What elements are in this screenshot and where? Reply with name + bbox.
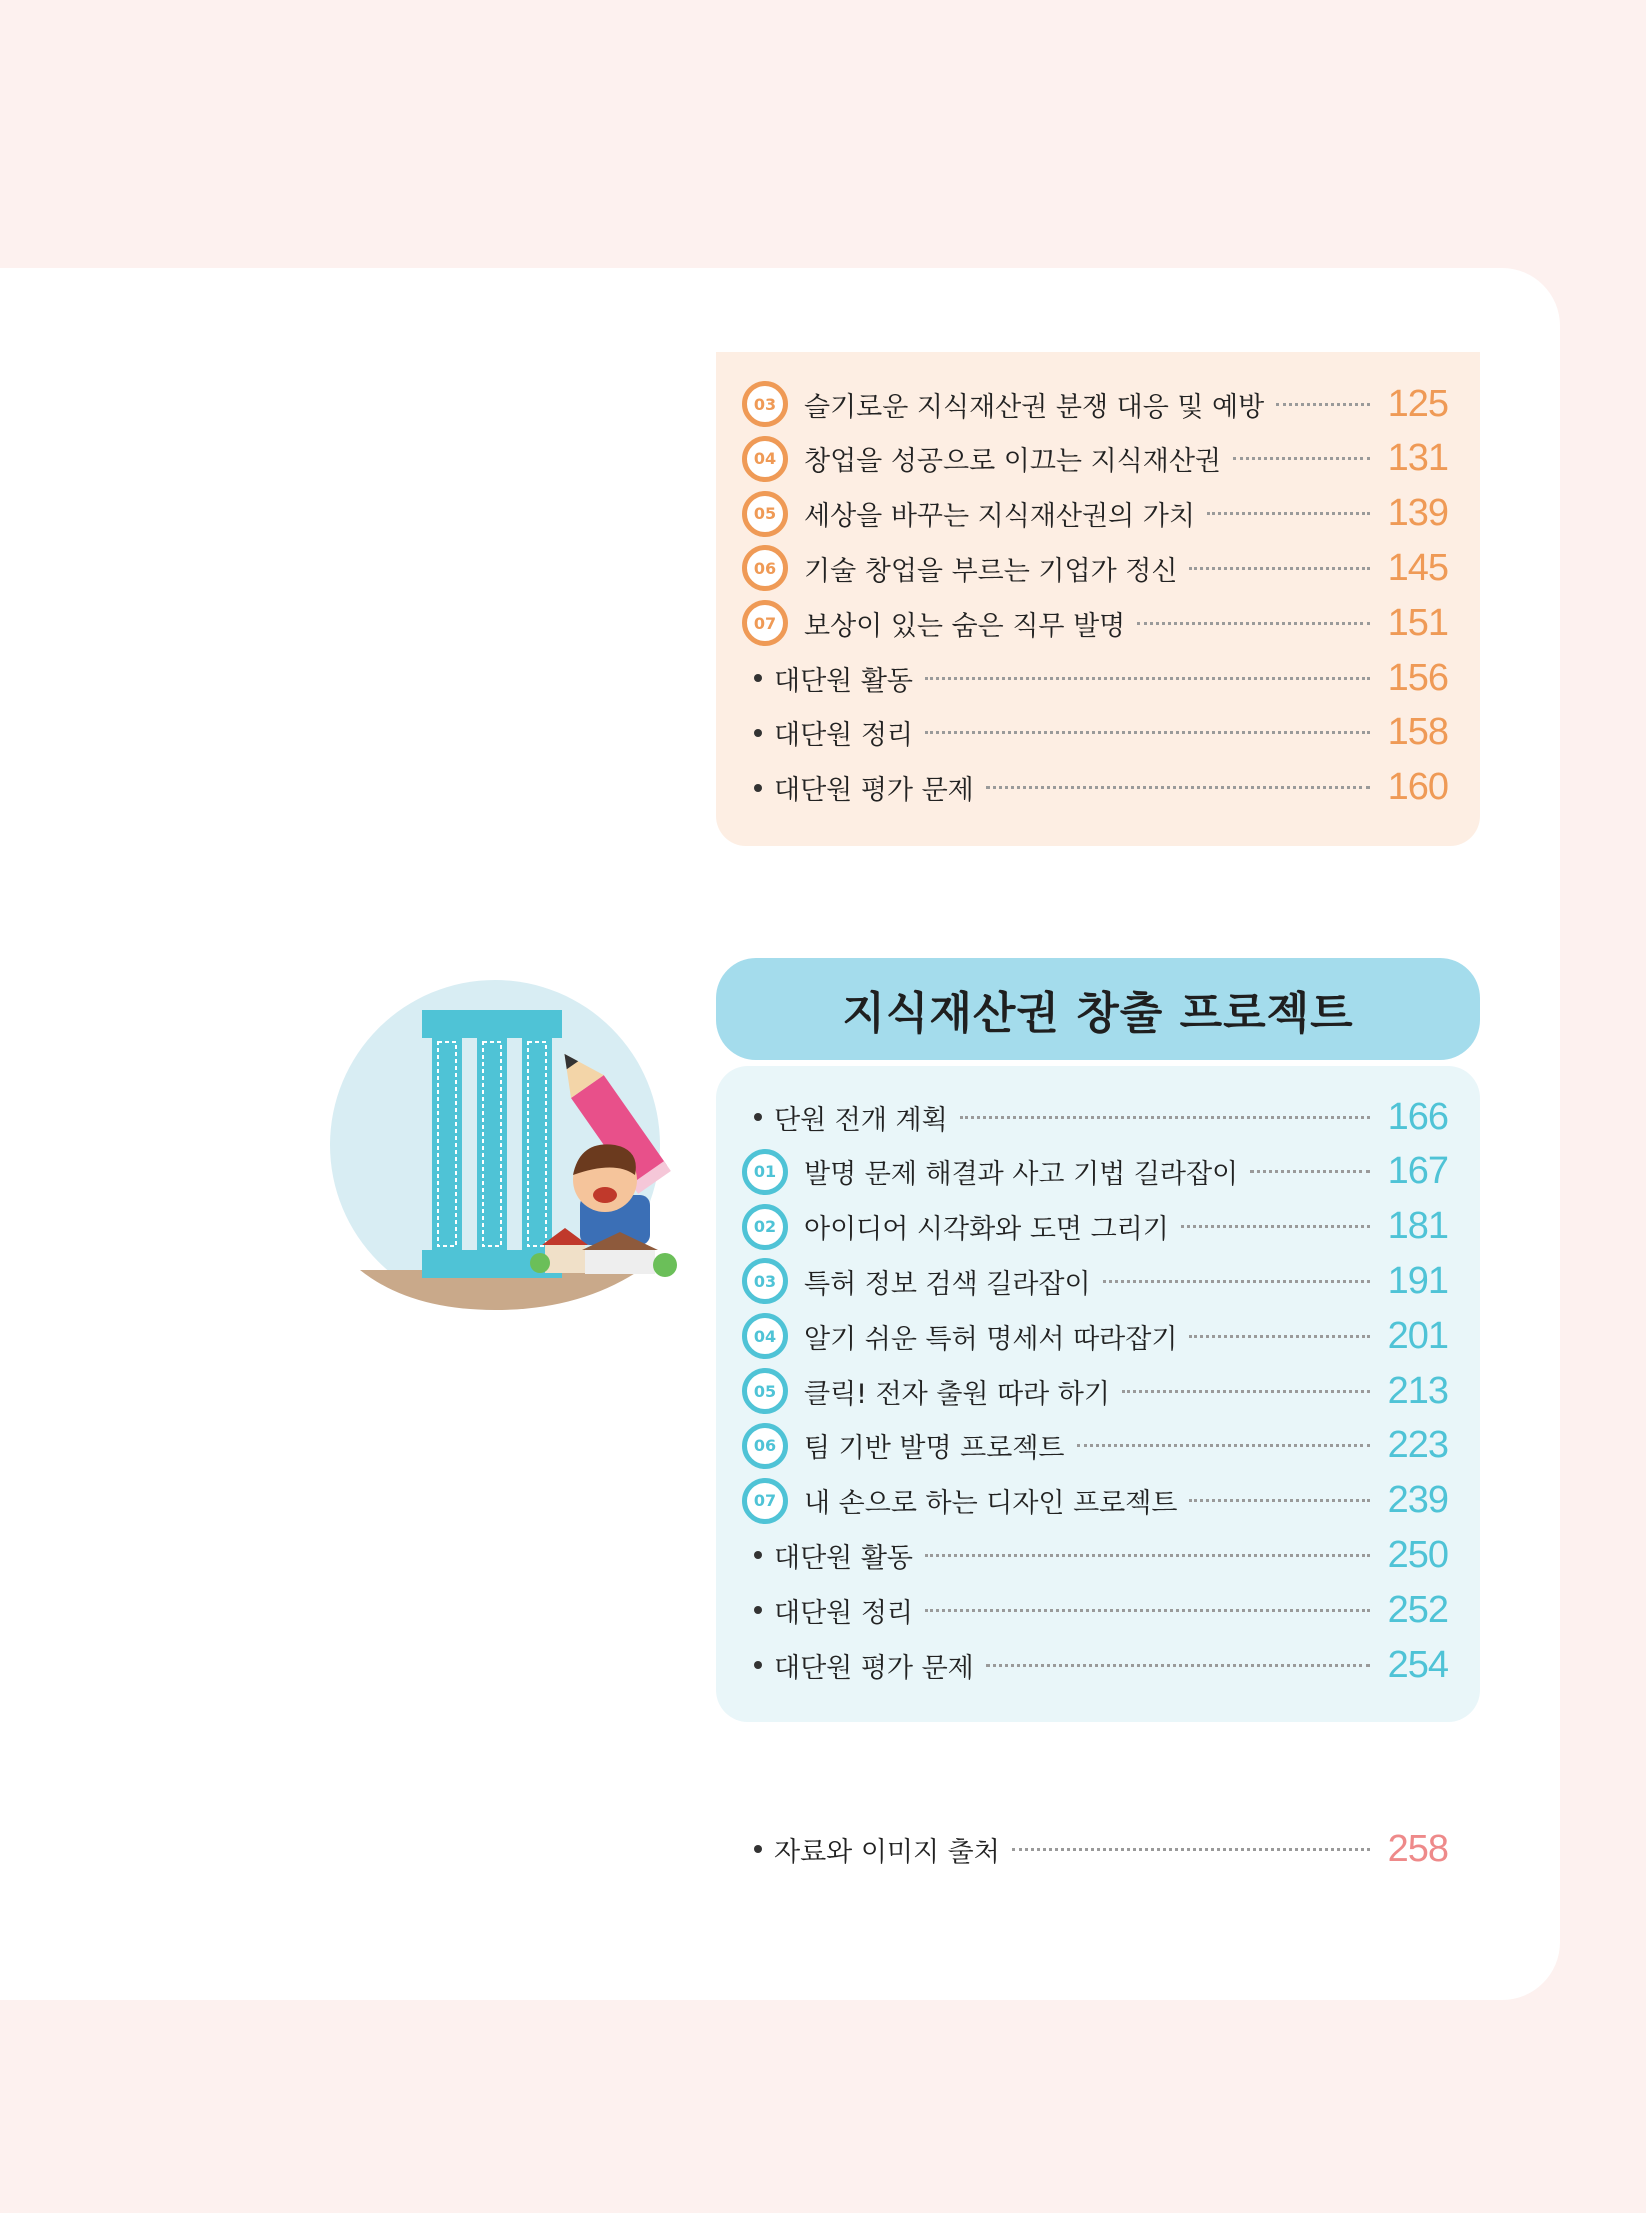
toc-row[interactable] bbox=[742, 1254, 1448, 1308]
toc-item-label: 아이디어 시각화와 도면 그리기 bbox=[804, 1214, 1169, 1246]
toc-row[interactable] bbox=[742, 1200, 1448, 1254]
chapter-number-badge: 02 bbox=[742, 1204, 788, 1250]
toc-item-page: 156 bbox=[1387, 656, 1448, 699]
toc-row[interactable] bbox=[742, 432, 1448, 486]
toc-item-page: 252 bbox=[1387, 1588, 1448, 1631]
bullet-icon bbox=[754, 1661, 762, 1669]
chapter-number-badge: 03 bbox=[742, 381, 788, 427]
section-3-banner bbox=[716, 958, 1480, 1060]
toc-item-label: 알기 쉬운 특허 명세서 따라잡기 bbox=[804, 1323, 1178, 1355]
toc-item-page: 213 bbox=[1387, 1369, 1448, 1412]
bullet-icon bbox=[754, 1845, 762, 1853]
toc-row[interactable] bbox=[742, 1419, 1448, 1473]
toc-row[interactable] bbox=[742, 1145, 1448, 1199]
toc-item-page: 181 bbox=[1387, 1205, 1448, 1248]
toc-item-page: 160 bbox=[1387, 766, 1448, 809]
toc-item-page: 250 bbox=[1387, 1533, 1448, 1576]
toc-item-page: 239 bbox=[1387, 1479, 1448, 1522]
leader-dots bbox=[1012, 1848, 1370, 1851]
toc-item-page: 131 bbox=[1387, 437, 1448, 480]
toc-item-label: 단원 전개 계획 bbox=[774, 1104, 948, 1136]
leader-dots bbox=[1233, 457, 1370, 460]
chapter-number-badge: 05 bbox=[742, 1368, 788, 1414]
toc-item-label: 발명 문제 해결과 사고 기법 길라잡이 bbox=[804, 1159, 1239, 1191]
leader-dots bbox=[1189, 567, 1370, 570]
toc-item-page: 151 bbox=[1387, 601, 1448, 644]
toc-row[interactable] bbox=[742, 761, 1448, 815]
toc-item-label: 내 손으로 하는 디자인 프로젝트 bbox=[804, 1488, 1178, 1520]
chapter-number-badge: 03 bbox=[742, 1258, 788, 1304]
chapter-number-badge: 07 bbox=[742, 1478, 788, 1524]
chapter-number-badge: 05 bbox=[742, 491, 788, 537]
toc-item-label: 창업을 성공으로 이끄는 지식재산권 bbox=[804, 446, 1221, 478]
toc-item-label: 세상을 바꾸는 지식재산권의 가치 bbox=[804, 501, 1195, 533]
bullet-icon bbox=[754, 729, 762, 737]
bullet-icon bbox=[754, 784, 762, 792]
leader-dots bbox=[1250, 1170, 1370, 1173]
toc-row[interactable] bbox=[742, 541, 1448, 595]
toc-item-page: 258 bbox=[1387, 1827, 1448, 1870]
toc-item-label: 자료와 이미지 출처 bbox=[774, 1836, 1000, 1868]
toc-item-page: 201 bbox=[1387, 1314, 1448, 1357]
leader-dots bbox=[1077, 1444, 1371, 1447]
toc-item-label: 대단원 정리 bbox=[774, 1597, 913, 1629]
toc-row[interactable] bbox=[742, 1474, 1448, 1528]
chapter-number-badge: 01 bbox=[742, 1149, 788, 1195]
toc-item-page: 158 bbox=[1387, 711, 1448, 754]
toc-row[interactable] bbox=[742, 1364, 1448, 1418]
toc-item-label: 팀 기반 발명 프로젝트 bbox=[804, 1433, 1065, 1465]
section-3-title: 지식재산권 창출 프로젝트 bbox=[842, 988, 1354, 1039]
leader-dots bbox=[1189, 1335, 1370, 1338]
toc-item-label: 대단원 평가 문제 bbox=[774, 775, 974, 807]
leader-dots bbox=[925, 1609, 1370, 1612]
toc-item-label: 클릭! 전자 출원 따라 하기 bbox=[804, 1378, 1110, 1410]
toc-row[interactable] bbox=[742, 1583, 1448, 1637]
chapter-number-badge: 04 bbox=[742, 1313, 788, 1359]
toc-item-label: 슬기로운 지식재산권 분쟁 대응 및 예방 bbox=[804, 391, 1265, 423]
toc-item-label: 대단원 활동 bbox=[774, 665, 913, 697]
leader-dots bbox=[925, 1554, 1370, 1557]
chapter-number-badge: 07 bbox=[742, 600, 788, 646]
leader-dots bbox=[960, 1116, 1370, 1119]
toc-item-page: 191 bbox=[1387, 1259, 1448, 1302]
toc-item-label: 대단원 평가 문제 bbox=[774, 1652, 974, 1684]
leader-dots bbox=[925, 731, 1370, 734]
toc-row[interactable] bbox=[742, 1638, 1448, 1692]
bullet-icon bbox=[754, 1551, 762, 1559]
leader-dots bbox=[1181, 1225, 1370, 1228]
toc-item-page: 223 bbox=[1387, 1424, 1448, 1467]
toc-item-page: 125 bbox=[1387, 382, 1448, 425]
leader-dots bbox=[925, 677, 1370, 680]
leader-dots bbox=[986, 786, 1370, 789]
toc-row[interactable] bbox=[742, 651, 1448, 705]
toc-row[interactable] bbox=[742, 1090, 1448, 1144]
leader-dots bbox=[1207, 512, 1370, 515]
toc-row[interactable] bbox=[742, 377, 1448, 431]
chapter-number-badge: 06 bbox=[742, 545, 788, 591]
leader-dots bbox=[1103, 1280, 1370, 1283]
toc-item-page: 254 bbox=[1387, 1643, 1448, 1686]
toc-item-label: 특허 정보 검색 길라잡이 bbox=[804, 1268, 1091, 1300]
numeral-three-icon bbox=[422, 1010, 562, 1278]
bullet-icon bbox=[754, 674, 762, 682]
toc-sources-row[interactable] bbox=[742, 1822, 1448, 1876]
chapter-number-badge: 04 bbox=[742, 436, 788, 482]
leader-dots bbox=[986, 1664, 1370, 1667]
toc-item-label: 대단원 활동 bbox=[774, 1542, 913, 1574]
roman-numeral-three-illustration bbox=[330, 980, 700, 1320]
leader-dots bbox=[1137, 622, 1370, 625]
bullet-icon bbox=[754, 1113, 762, 1121]
bullet-icon bbox=[754, 1606, 762, 1614]
leader-dots bbox=[1122, 1390, 1370, 1393]
toc-row[interactable] bbox=[742, 596, 1448, 650]
toc-item-label: 대단원 정리 bbox=[774, 720, 913, 752]
toc-row[interactable] bbox=[742, 1528, 1448, 1582]
toc-row[interactable] bbox=[742, 1309, 1448, 1363]
toc-item-page: 166 bbox=[1387, 1095, 1448, 1138]
toc-row[interactable] bbox=[742, 706, 1448, 760]
leader-dots bbox=[1189, 1499, 1370, 1502]
toc-row[interactable] bbox=[742, 487, 1448, 541]
toc-item-page: 139 bbox=[1387, 492, 1448, 535]
toc-item-page: 145 bbox=[1387, 546, 1448, 589]
leader-dots bbox=[1276, 403, 1370, 406]
toc-item-label: 보상이 있는 숨은 직무 발명 bbox=[804, 610, 1126, 642]
toc-item-page: 167 bbox=[1387, 1150, 1448, 1193]
chapter-number-badge: 06 bbox=[742, 1423, 788, 1469]
toc-item-label: 기술 창업을 부르는 기업가 정신 bbox=[804, 555, 1178, 587]
